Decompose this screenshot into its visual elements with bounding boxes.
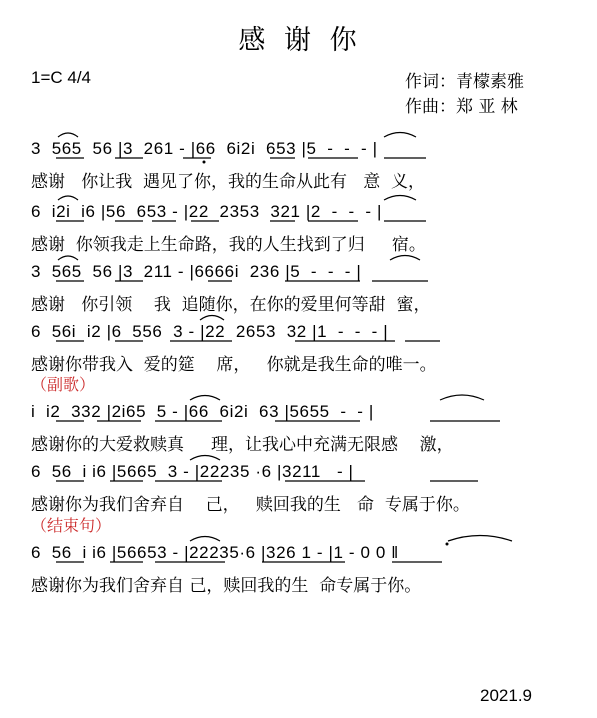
song-title: 感 谢 你 bbox=[238, 25, 359, 56]
slur-mark bbox=[200, 316, 224, 321]
octave-dot bbox=[446, 543, 449, 546]
notation-line-1: 3 565 56 |3 261 - |66 6i2i 653 |5 - - - | bbox=[31, 139, 378, 158]
lyrics-line-7: 感谢你为我们舍弃自 己，赎回我的生 命专属于你。 bbox=[31, 576, 422, 596]
notation-line-4: 6 56i i2 |6 556 3 - |22 2653 32 |1 - - - | bbox=[31, 322, 389, 341]
notation-line-5: i i2 332 |2i65 5 - |66 6i2i 63 |5655 - - | bbox=[31, 402, 374, 421]
notation-line-7: 6 56 i i6 |56653 - |22235·6 |326 1 - |1 - 0 0 ‖ bbox=[31, 543, 399, 562]
slur-mark bbox=[448, 536, 512, 542]
composer-credit: 作曲：郑 亚 林 bbox=[405, 97, 518, 117]
slur-mark bbox=[440, 395, 484, 400]
slur-mark bbox=[58, 196, 78, 200]
slur-mark bbox=[390, 256, 420, 261]
octave-dot bbox=[203, 161, 206, 164]
key-signature: 1=C 4/4 bbox=[31, 68, 92, 87]
slur-mark bbox=[190, 537, 220, 542]
lyrics-line-6: 感谢你为我们舍弃自 己， 赎回我的生 命 专属于你。 bbox=[31, 495, 470, 515]
slur-mark bbox=[190, 456, 220, 461]
slur-mark bbox=[58, 256, 78, 260]
lyrics-line-5: 感谢你的大爱救赎真 理，让我心中充满无限感 激， bbox=[31, 435, 454, 455]
notation-line-6: 6 56 i i6 |5665 3 - |22235 ·6 |3211 - | bbox=[31, 462, 354, 481]
chorus-label: （副歌） bbox=[31, 375, 96, 394]
notation-line-3: 3 565 56 |3 211 - |6666i 236 |5 - - - | bbox=[31, 262, 362, 281]
slur-mark bbox=[190, 396, 220, 401]
lyrics-line-3: 感谢 你引领 我 追随你，在你的爱里何等甜 蜜， bbox=[31, 295, 431, 315]
lyrics-line-2: 感谢 你领我走上生命路，我的人生找到了归 宿。 bbox=[31, 235, 426, 255]
lyricist-credit: 作词：青檬素雅 bbox=[405, 72, 524, 92]
date-stamp: 2021.9 bbox=[480, 686, 532, 705]
lyrics-line-4: 感谢你带我入 爱的筵 席， 你就是我生命的唯一。 bbox=[31, 355, 437, 375]
slur-mark bbox=[58, 133, 78, 137]
ending-label: （结束句） bbox=[31, 516, 112, 535]
slur-mark bbox=[384, 133, 416, 138]
slur-mark bbox=[384, 196, 416, 201]
lyrics-line-1: 感谢 你让我 遇见了你，我的生命从此有 意 义， bbox=[31, 172, 426, 192]
notation-line-2: 6 i2i i6 |56 653 - |22 2353 321 |2 - - - | bbox=[31, 202, 383, 221]
